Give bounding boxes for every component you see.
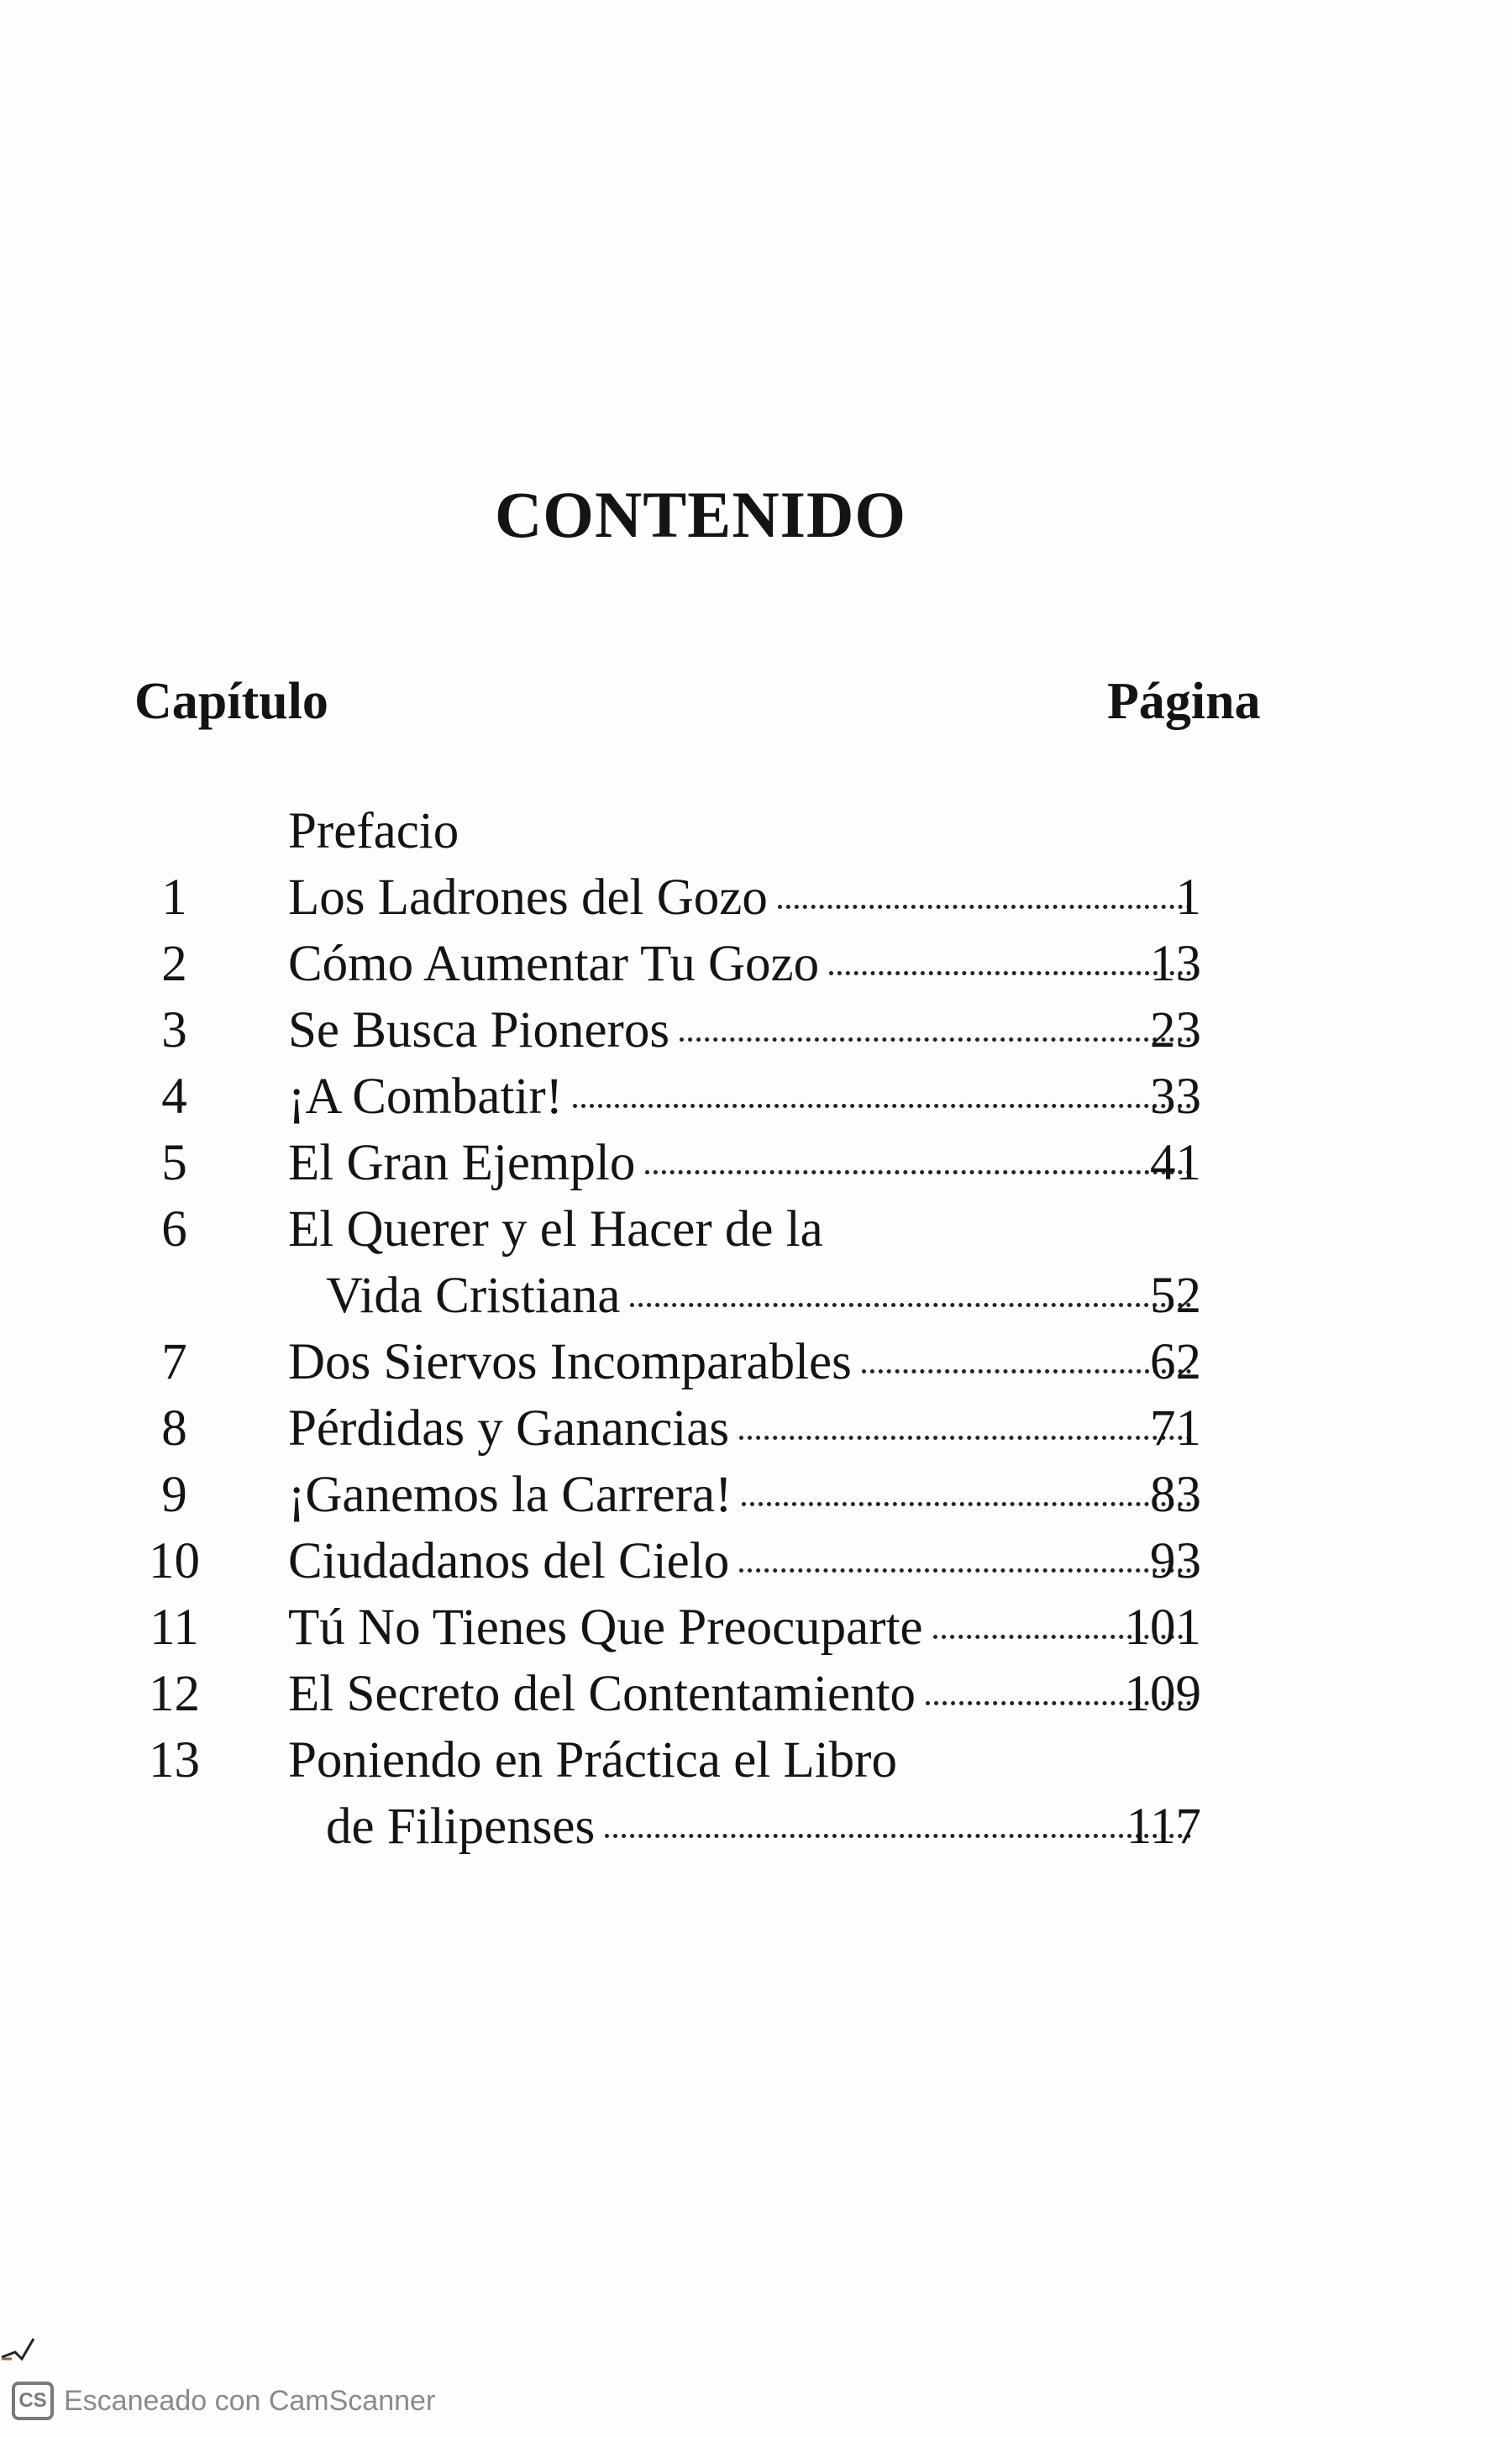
chapter-number: 1 xyxy=(161,869,187,926)
chapter-title-line xyxy=(288,1329,1200,1395)
page-number: 33 xyxy=(1150,1069,1201,1125)
page-number: 83 xyxy=(1150,1467,1201,1523)
page-number: 109 xyxy=(1124,1666,1201,1722)
page-number: 23 xyxy=(1150,1002,1201,1058)
toc-entry xyxy=(0,1196,1512,1263)
dot-leader xyxy=(573,1087,1191,1108)
scanner-watermark-text: Escaneado con CamScanner xyxy=(64,2384,436,2417)
page-number: 41 xyxy=(1150,1135,1201,1191)
toc-entry xyxy=(0,1395,1512,1462)
toc-entry xyxy=(0,1462,1512,1528)
chapter-title-line xyxy=(326,1794,1200,1860)
chapter-number: 2 xyxy=(161,936,187,992)
dot-leader xyxy=(680,1021,1191,1042)
toc-entry xyxy=(0,1794,1512,1860)
chapter-number: 5 xyxy=(161,1135,187,1191)
toc-entry xyxy=(0,1263,1512,1329)
toc-entry xyxy=(0,864,1512,931)
toc-entry xyxy=(0,997,1512,1064)
chapter-title-line xyxy=(288,1395,1200,1462)
chapter-title-line xyxy=(288,1462,1200,1528)
toc-entry xyxy=(0,1064,1512,1130)
chapter-title: Ciudadanos del Cielo xyxy=(288,1533,730,1589)
toc-entry xyxy=(0,1727,1512,1794)
chapter-title-line xyxy=(288,1727,1200,1794)
page-number: 71 xyxy=(1150,1400,1201,1457)
chapter-title: ¡Ganemos la Carrera! xyxy=(288,1467,732,1523)
chapter-title-line xyxy=(288,1130,1200,1196)
toc-entry xyxy=(0,1594,1512,1661)
toc-entry xyxy=(0,1528,1512,1594)
toc-entry xyxy=(0,1130,1512,1196)
chapter-title: El Secreto del Contentamiento xyxy=(288,1666,916,1722)
chapter-title: Poniendo en Práctica el Libro xyxy=(288,1732,898,1788)
chapter-number: 11 xyxy=(150,1599,199,1656)
page-title: CONTENIDO xyxy=(494,478,907,551)
camscanner-logo-icon: CS xyxy=(12,2382,54,2420)
chapter-title: El Querer y el Hacer de la xyxy=(288,1201,823,1258)
chapter-number: 7 xyxy=(161,1334,187,1390)
scanner-footer xyxy=(0,2376,435,2426)
chapter-title-line xyxy=(288,864,1200,931)
chapter-number: 13 xyxy=(149,1732,200,1788)
chapter-title-line xyxy=(288,997,1200,1064)
page-number: 1 xyxy=(1175,869,1201,926)
toc-entry xyxy=(0,1661,1512,1727)
dot-leader xyxy=(645,1153,1191,1174)
chapter-number: 9 xyxy=(161,1467,187,1523)
chapter-title-line xyxy=(288,1528,1200,1594)
page-number: 62 xyxy=(1150,1334,1201,1390)
dot-leader xyxy=(605,1817,1191,1838)
chapter-title: Pérdidas y Ganancias xyxy=(288,1400,730,1457)
chapter-title: Vida Cristiana xyxy=(326,1268,621,1324)
chapter-title: Dos Siervos Incomparables xyxy=(288,1334,852,1390)
chapter-title: ¡A Combatir! xyxy=(288,1069,563,1125)
chapter-title-line xyxy=(288,1661,1200,1727)
chapter-title-line xyxy=(288,1064,1200,1130)
toc-entry xyxy=(0,1329,1512,1395)
chapter-number: 4 xyxy=(161,1069,187,1125)
chapter-number: 8 xyxy=(161,1400,187,1457)
chapter-title-line xyxy=(288,931,1200,997)
chapter-title-line xyxy=(288,1594,1200,1661)
corner-scan-mark-icon xyxy=(0,2327,50,2361)
page-number: 13 xyxy=(1150,936,1201,992)
chapter-number: 10 xyxy=(149,1533,200,1589)
toc-entry xyxy=(0,798,1512,864)
chapter-number: 3 xyxy=(161,1002,187,1058)
page-number: 93 xyxy=(1150,1533,1201,1589)
chapter-title: El Gran Ejemplo xyxy=(288,1135,636,1191)
toc-entry xyxy=(0,931,1512,997)
chapter-title-line xyxy=(288,1196,1200,1263)
chapter-title: Se Busca Pioneros xyxy=(288,1002,670,1058)
chapter-number: 6 xyxy=(161,1201,187,1258)
page-number: 101 xyxy=(1124,1599,1201,1656)
page-number: 117 xyxy=(1126,1799,1201,1855)
table-of-contents xyxy=(0,798,1512,1860)
chapter-number: 12 xyxy=(149,1666,200,1722)
page-number: 52 xyxy=(1150,1268,1201,1324)
chapter-title: Cómo Aumentar Tu Gozo xyxy=(288,936,820,992)
chapter-title-line xyxy=(326,1263,1200,1329)
page-column-header: Página xyxy=(1107,673,1261,730)
chapter-title: Los Ladrones del Gozo xyxy=(288,869,768,926)
chapter-column-header: Capítulo xyxy=(134,673,328,730)
chapter-title-line xyxy=(288,798,1200,864)
dot-leader xyxy=(630,1286,1191,1307)
chapter-title: Prefacio xyxy=(288,803,459,859)
chapter-title: Tú No Tienes Que Preocuparte xyxy=(288,1599,923,1656)
chapter-title: de Filipenses xyxy=(326,1799,596,1855)
